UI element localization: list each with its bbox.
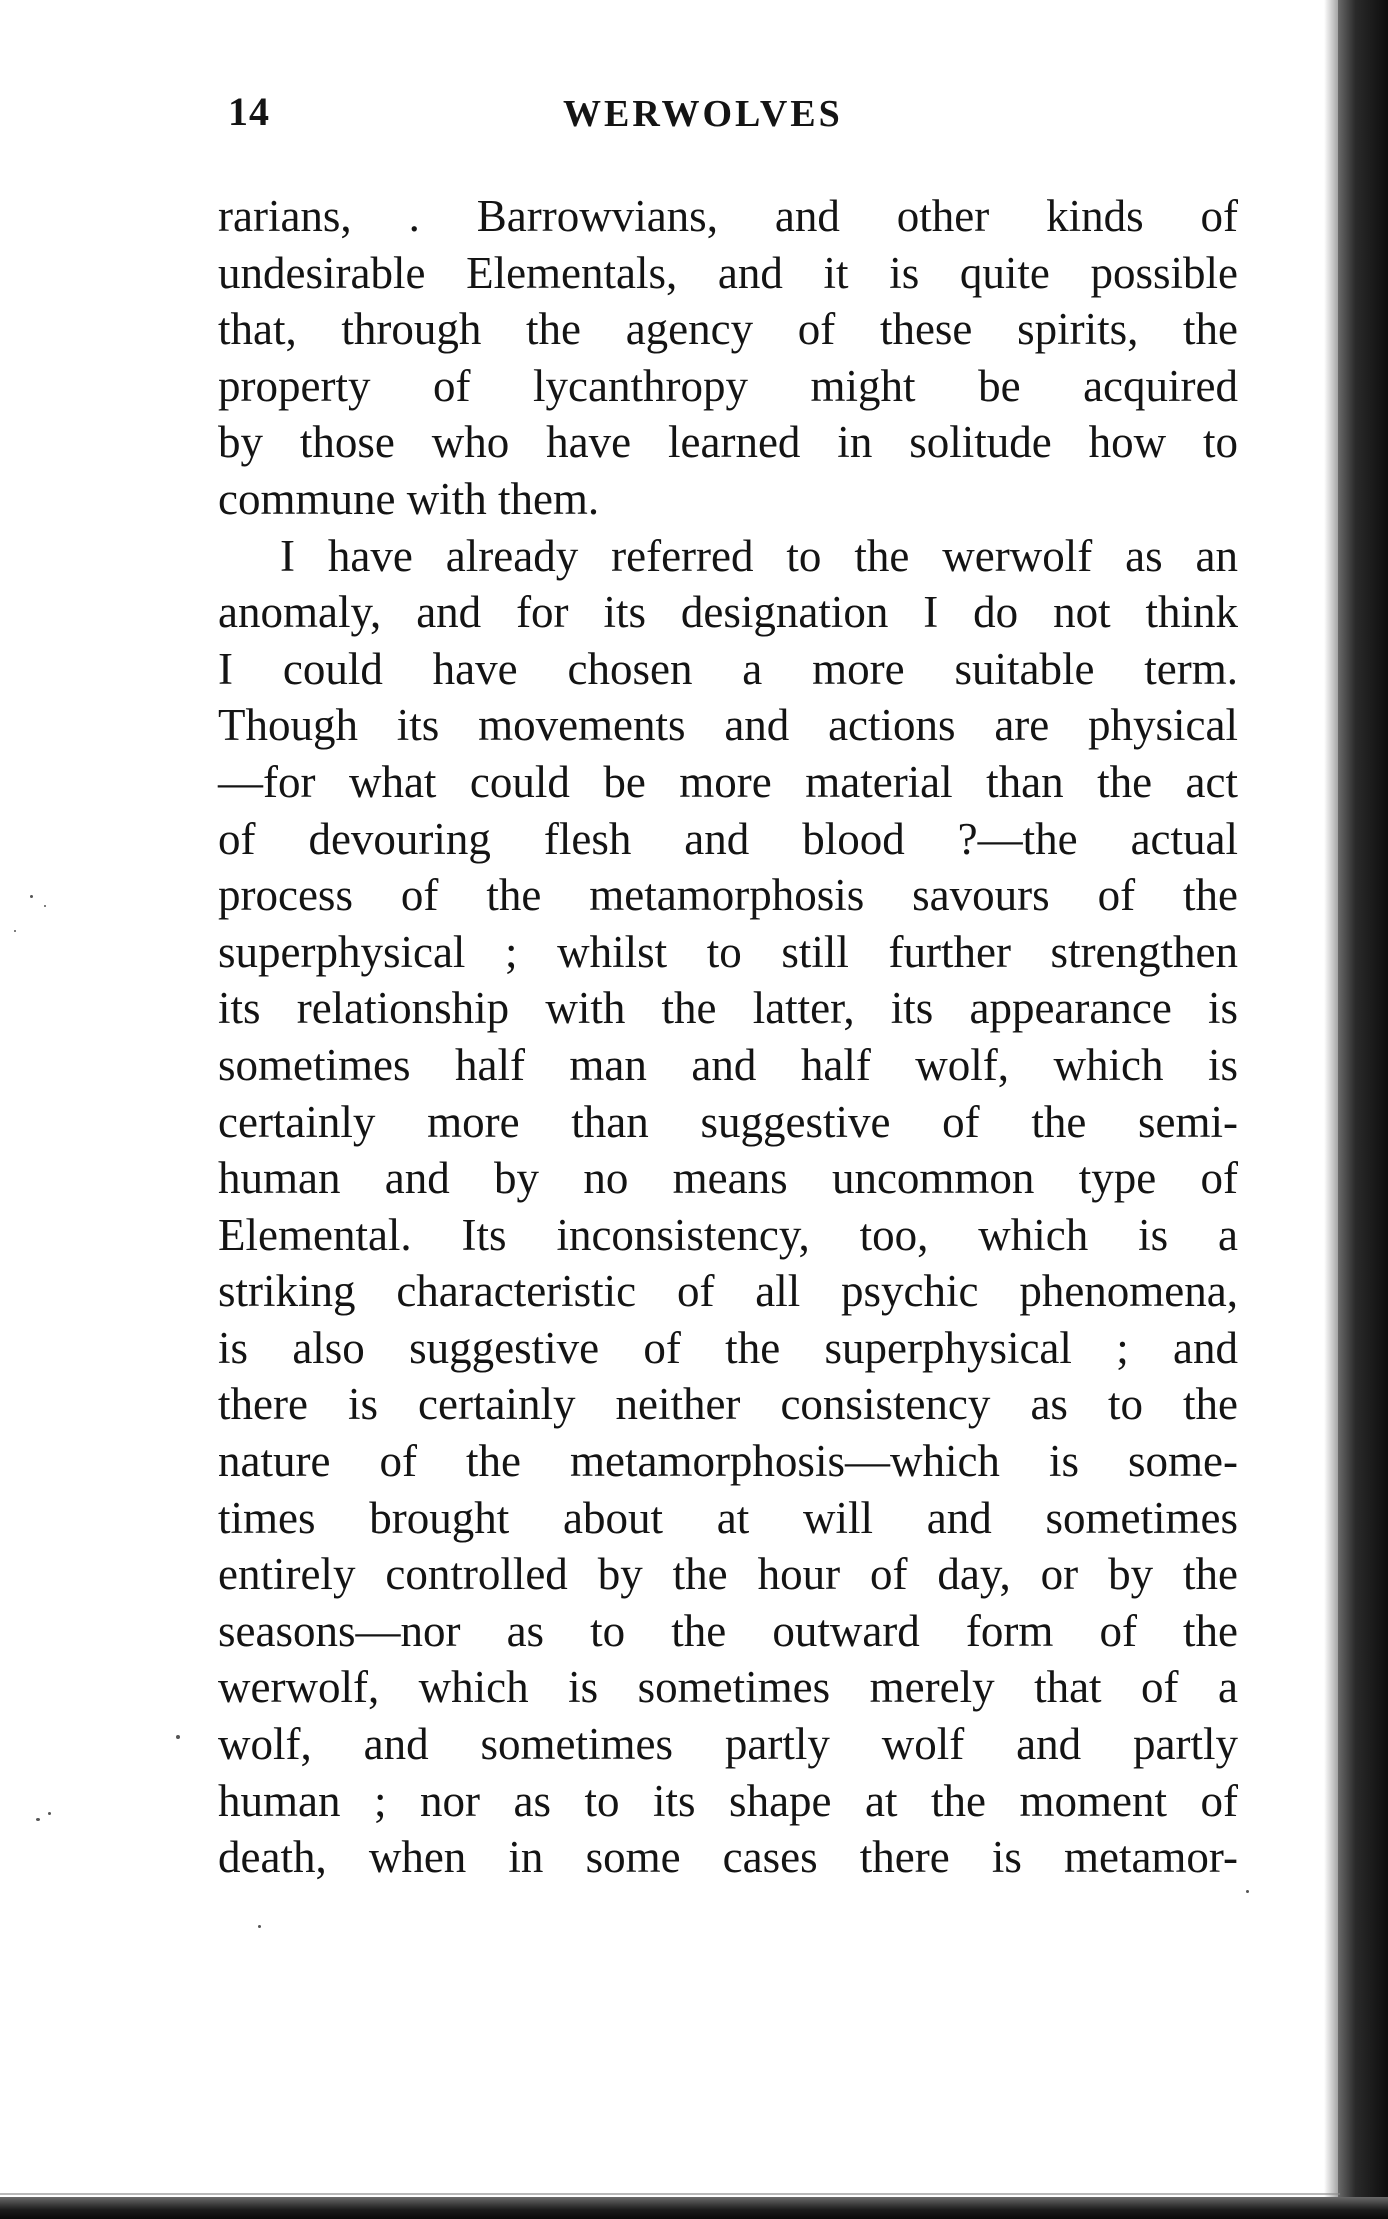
scan-speck (44, 905, 46, 907)
text-line: process of the metamorphosis savours of the (218, 870, 1238, 921)
text-line: of devouring flesh and blood ?—the actual (218, 813, 1238, 864)
text-line: sometimes half man and half wolf, which is (218, 1039, 1238, 1090)
running-title: WERWOLVES (563, 93, 843, 135)
text-line: property of lycanthropy might be acquired (218, 360, 1238, 411)
text-line: I have already referred to the werwolf as an (280, 530, 1238, 581)
scan-speck (14, 930, 16, 932)
text-line: commune with them. (218, 473, 600, 524)
text-line: human ; nor as to its shape at the moment of (218, 1775, 1238, 1826)
text-line: I could have chosen a more suitable term. (218, 643, 1238, 694)
text-line: Though its movements and actions are physical (218, 700, 1238, 751)
page-edge-bottom (0, 2197, 1388, 2219)
scan-speck (176, 1735, 180, 1739)
text-line: striking characteristic of all psychic phenomena, (218, 1266, 1238, 1317)
text-line: times brought about at will and sometimes (218, 1492, 1238, 1543)
text-line: —for what could be more material than the act (218, 756, 1238, 807)
scan-speck (30, 895, 33, 898)
text-line: certainly more than suggestive of the semi- (218, 1096, 1238, 1147)
text-line: by those who have learned in solitude how to (218, 417, 1238, 468)
text-line: human and by no means uncommon type of (218, 1153, 1238, 1204)
text-line: death, when in some cases there is metamor- (218, 1832, 1238, 1883)
text-line: its relationship with the latter, its appearance is (218, 983, 1238, 1034)
text-line: there is certainly neither consistency as to the (218, 1379, 1238, 1430)
text-line: that, through the agency of these spirits, the (218, 304, 1238, 355)
text-line: undesirable Elementals, and it is quite possible (218, 247, 1238, 298)
scan-speck (48, 1812, 51, 1815)
text-line: seasons—nor as to the outward form of the (218, 1605, 1238, 1656)
page-edge-line (0, 2193, 1340, 2195)
text-line: werwolf, which is sometimes merely that of a (218, 1662, 1238, 1713)
text-line: nature of the metamorphosis—which is some- (218, 1436, 1238, 1487)
text-line: is also suggestive of the superphysical ; and (218, 1322, 1238, 1373)
text-line: wolf, and sometimes partly wolf and partly (218, 1719, 1238, 1770)
text-line: entirely controlled by the hour of day, or by the (218, 1549, 1238, 1600)
body-text (218, 188, 1238, 1886)
text-line: superphysical ; whilst to still further strengthen (218, 926, 1238, 977)
page-number: 14 (228, 89, 270, 134)
page-edge-shadow (1324, 0, 1338, 2219)
scan-speck (258, 1925, 261, 1928)
text-line: rarians, . Barrowvians, and other kinds of (218, 191, 1238, 241)
scan-speck (36, 1818, 40, 1821)
scan-speck (1246, 1890, 1249, 1893)
text-line: anomaly, and for its designation I do not think (218, 587, 1238, 638)
page-edge-right (1338, 0, 1388, 2219)
text-line: Elemental. Its inconsistency, too, which is a (218, 1209, 1238, 1260)
